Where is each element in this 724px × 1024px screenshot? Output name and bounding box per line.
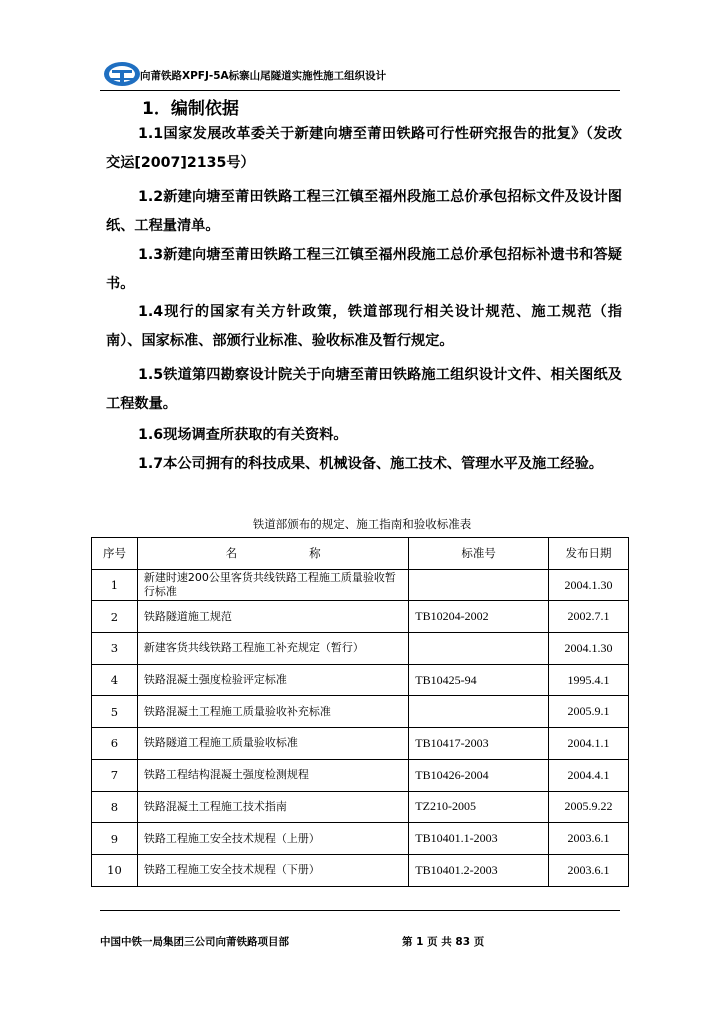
cell-code: TB10426-2004 <box>409 759 549 791</box>
cell-no: 5 <box>92 696 138 728</box>
cell-code <box>409 696 549 728</box>
cell-date: 2004.1.30 <box>549 569 629 601</box>
table-row <box>92 633 629 665</box>
cell-no: 7 <box>92 759 138 791</box>
table-row <box>92 664 629 696</box>
header-code: 标准号 <box>409 538 549 570</box>
table-row <box>92 569 629 601</box>
cell-code <box>409 569 549 601</box>
table-row <box>92 791 629 823</box>
cell-date: 2003.6.1 <box>549 854 629 886</box>
cell-date: 2005.9.1 <box>549 696 629 728</box>
footer-company: 中国中铁一局集团三公司向莆铁路项目部 <box>100 936 289 948</box>
cell-date: 2002.7.1 <box>549 601 629 633</box>
cell-name: 新建时速200公里客货共线铁路工程施工质量验收暂行标准 <box>137 569 408 601</box>
cell-code: TZ210-2005 <box>409 791 549 823</box>
table-row <box>92 854 629 886</box>
paragraph-1-5: 1.5铁道第四勘察设计院关于向塘至莆田铁路施工组织设计文件、相关图纸及工程数量。 <box>106 367 622 412</box>
cell-name: 铁路混凝土工程施工技术指南 <box>137 791 408 823</box>
footer-divider <box>100 910 620 911</box>
cell-name: 铁路混凝土强度检验评定标准 <box>137 664 408 696</box>
cell-no: 1 <box>92 569 138 601</box>
cell-code: TB10401.1-2003 <box>409 823 549 855</box>
header-date: 发布日期 <box>549 538 629 570</box>
cell-name: 铁路工程结构混凝土强度检测规程 <box>137 759 408 791</box>
cell-name: 新建客货共线铁路工程施工补充规定（暂行） <box>137 633 408 665</box>
footer-page-number: 第 1 页 共 83 页 <box>402 936 485 948</box>
paragraph-1-3: 1.3新建向塘至莆田铁路工程三江镇至福州段施工总价承包招标补遗书和答疑书。 <box>106 247 622 292</box>
table-row <box>92 759 629 791</box>
header-no: 序号 <box>92 538 138 570</box>
cell-date: 2004.1.1 <box>549 728 629 760</box>
standards-table <box>91 537 629 887</box>
cell-name: 铁路工程施工安全技术规程（上册） <box>137 823 408 855</box>
paragraph-1-6: 1.6现场调查所获取的有关资料。 <box>138 427 348 443</box>
cell-no: 8 <box>92 791 138 823</box>
cell-no: 3 <box>92 633 138 665</box>
cell-code: TB10204-2002 <box>409 601 549 633</box>
table-row <box>92 696 629 728</box>
cell-name: 铁路隧道工程施工质量验收标准 <box>137 728 408 760</box>
cell-date: 1995.4.1 <box>549 664 629 696</box>
paragraph-1-2: 1.2新建向塘至莆田铁路工程三江镇至福州段施工总价承包招标文件及设计图纸、工程量清单。 <box>106 189 622 234</box>
cell-no: 2 <box>92 601 138 633</box>
paragraph-1-7: 1.7本公司拥有的科技成果、机械设备、施工技术、管理水平及施工经验。 <box>138 456 603 472</box>
header-name: 名 称 <box>137 538 408 570</box>
cell-code: TB10401.2-2003 <box>409 854 549 886</box>
cell-no: 10 <box>92 854 138 886</box>
cell-code: TB10417-2003 <box>409 728 549 760</box>
cell-no: 9 <box>92 823 138 855</box>
document-title: 向莆铁路XPFJ-5A标寨山尾隧道实施性施工组织设计 <box>140 70 387 82</box>
company-logo-icon <box>102 60 142 88</box>
section-heading: 1．编制依据 <box>142 99 239 119</box>
cell-code <box>409 633 549 665</box>
paragraph-1-4: 1.4现行的国家有关方针政策，铁道部现行相关设计规范、施工规范（指南）、国家标准、部颁行业标准、验收标准及暂行规定。 <box>106 304 622 349</box>
cell-date: 2005.9.22 <box>549 791 629 823</box>
table-header-row <box>92 538 629 570</box>
table-caption: 铁道部颁布的规定、施工指南和验收标准表 <box>252 517 472 531</box>
cell-name: 铁路混凝土工程施工质量验收补充标准 <box>137 696 408 728</box>
cell-name: 铁路工程施工安全技术规程（下册） <box>137 854 408 886</box>
cell-name: 铁路隧道施工规范 <box>137 601 408 633</box>
cell-code: TB10425-94 <box>409 664 549 696</box>
paragraph-1-1: 1.1国家发展改革委关于新建向塘至莆田铁路可行性研究报告的批复》（发改交运[2007]2135号） <box>106 126 622 171</box>
page-header <box>100 54 620 91</box>
cell-date: 2004.4.1 <box>549 759 629 791</box>
cell-date: 2003.6.1 <box>549 823 629 855</box>
cell-no: 6 <box>92 728 138 760</box>
table-row <box>92 823 629 855</box>
cell-date: 2004.1.30 <box>549 633 629 665</box>
table-row <box>92 601 629 633</box>
table-row <box>92 728 629 760</box>
cell-no: 4 <box>92 664 138 696</box>
